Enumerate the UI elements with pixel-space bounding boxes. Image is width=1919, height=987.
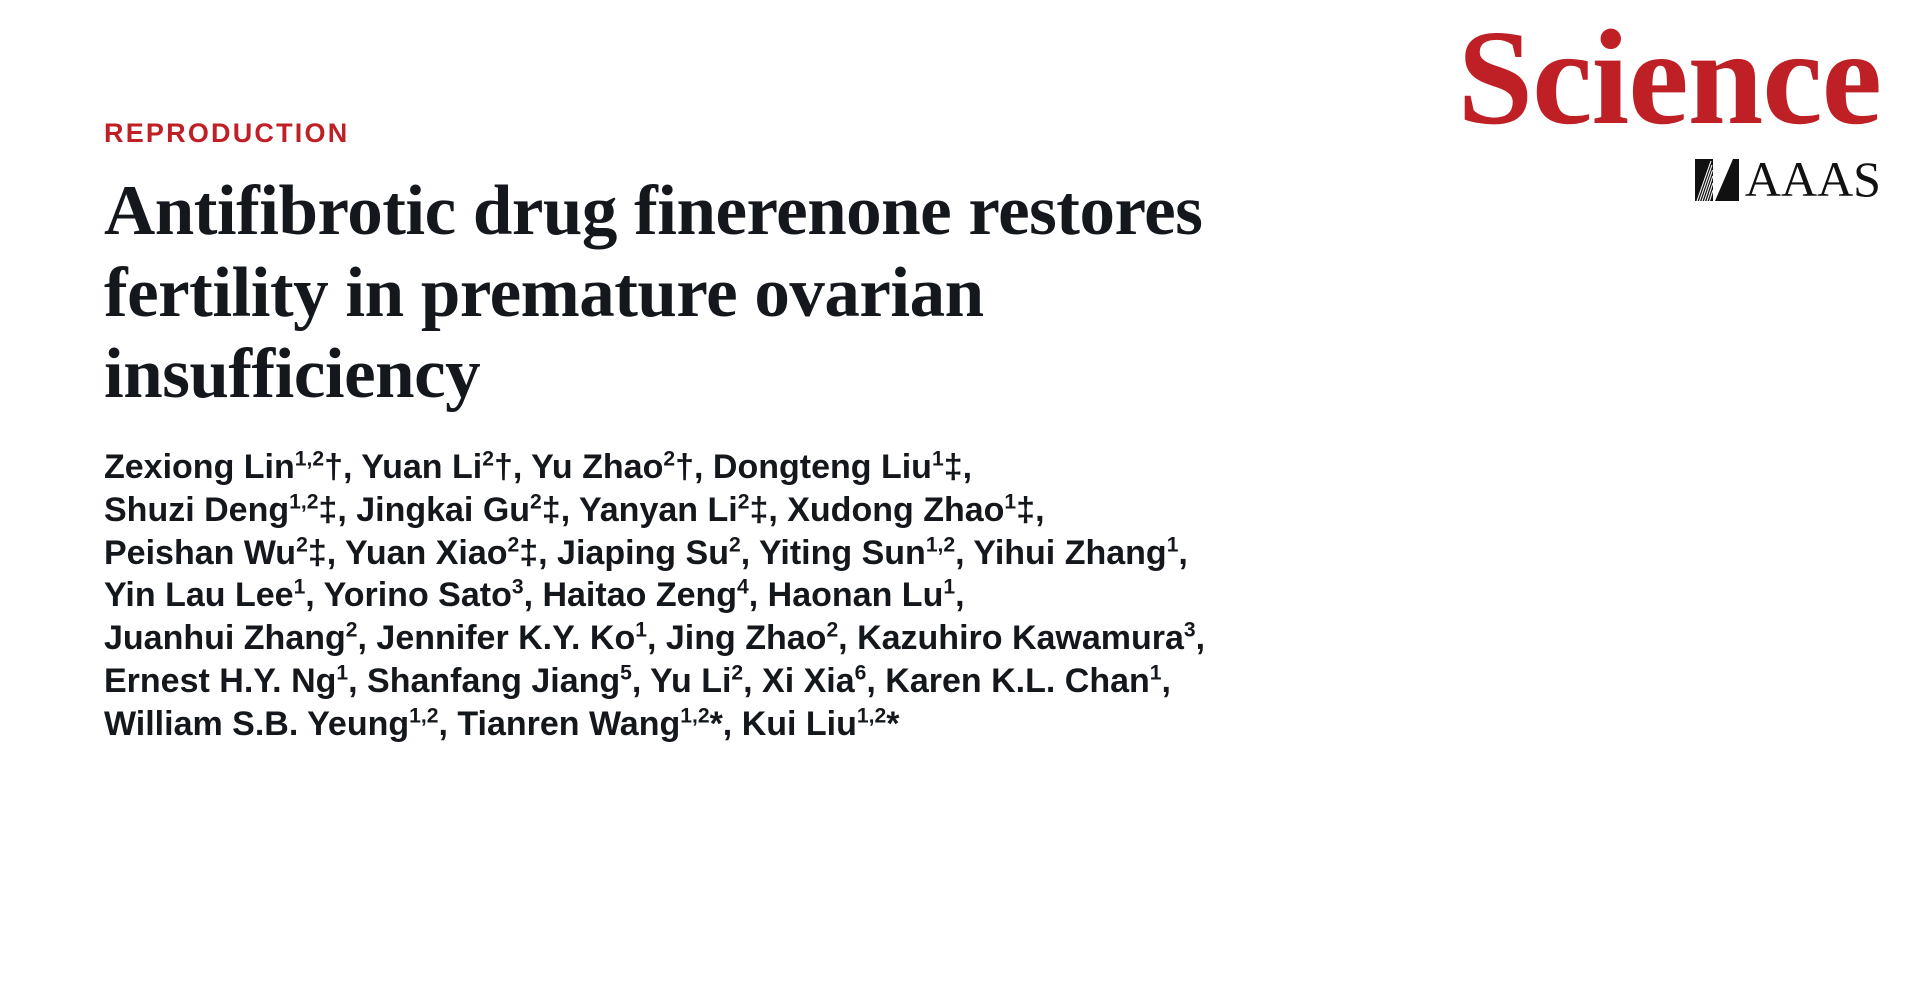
page-title: Antifibrotic drug finerenone restores fertility in premature ovarian insufficiency: [104, 172, 1203, 414]
science-wordmark: Science: [1457, 3, 1881, 153]
author-line: William S.B. Yeung$^{1,2}$, Tianren Wang$^{1,2}$*, Kui Liu$^{1,2}$*: [104, 704, 900, 743]
section-label: REPRODUCTION: [104, 118, 350, 148]
author-line: Shuzi Deng$^{1,2}$‡, Jingkai Gu$^2$‡, Yanyan Li$^2$‡, Xudong Zhao$^1$‡,: [104, 490, 1045, 529]
author-line: Yin Lau Lee$^1$, Yorino Sato$^3$, Haitao Zeng$^4$, Haonan Lu$^1$,: [104, 576, 965, 615]
aaas-logo-icon: [1693, 155, 1741, 203]
article-header: [104, 118, 1384, 746]
author-line: Peishan Wu$^2$‡, Yuan Xiao$^2$‡, Jiaping Su$^2$, Yiting Sun$^{1,2}$, Yihui Zhang$^1$,: [104, 533, 1188, 572]
author-line: Juanhui Zhang$^2$, Jennifer K.Y. Ko$^1$, Jing Zhao$^2$, Kazuhiro Kawamura$^3$,: [104, 618, 1206, 658]
author-line: Ernest H.Y. Ng$^1$, Shanfang Jiang$^5$, Yu Li$^2$, Xi Xia$^6$, Karen K.L. Chan$^1$,: [104, 661, 1171, 701]
aaas-logo-text: AAAS: [1744, 151, 1881, 208]
author-list: [104, 446, 1384, 746]
aaas-logo: [1361, 151, 1881, 208]
author-line: Zexiong Lin$^{1,2}$†, Yuan Li$^2$†, Yu Zhao$^2$†, Dongteng Liu$^1$‡,: [104, 447, 973, 486]
journal-masthead: [1361, 3, 1881, 208]
